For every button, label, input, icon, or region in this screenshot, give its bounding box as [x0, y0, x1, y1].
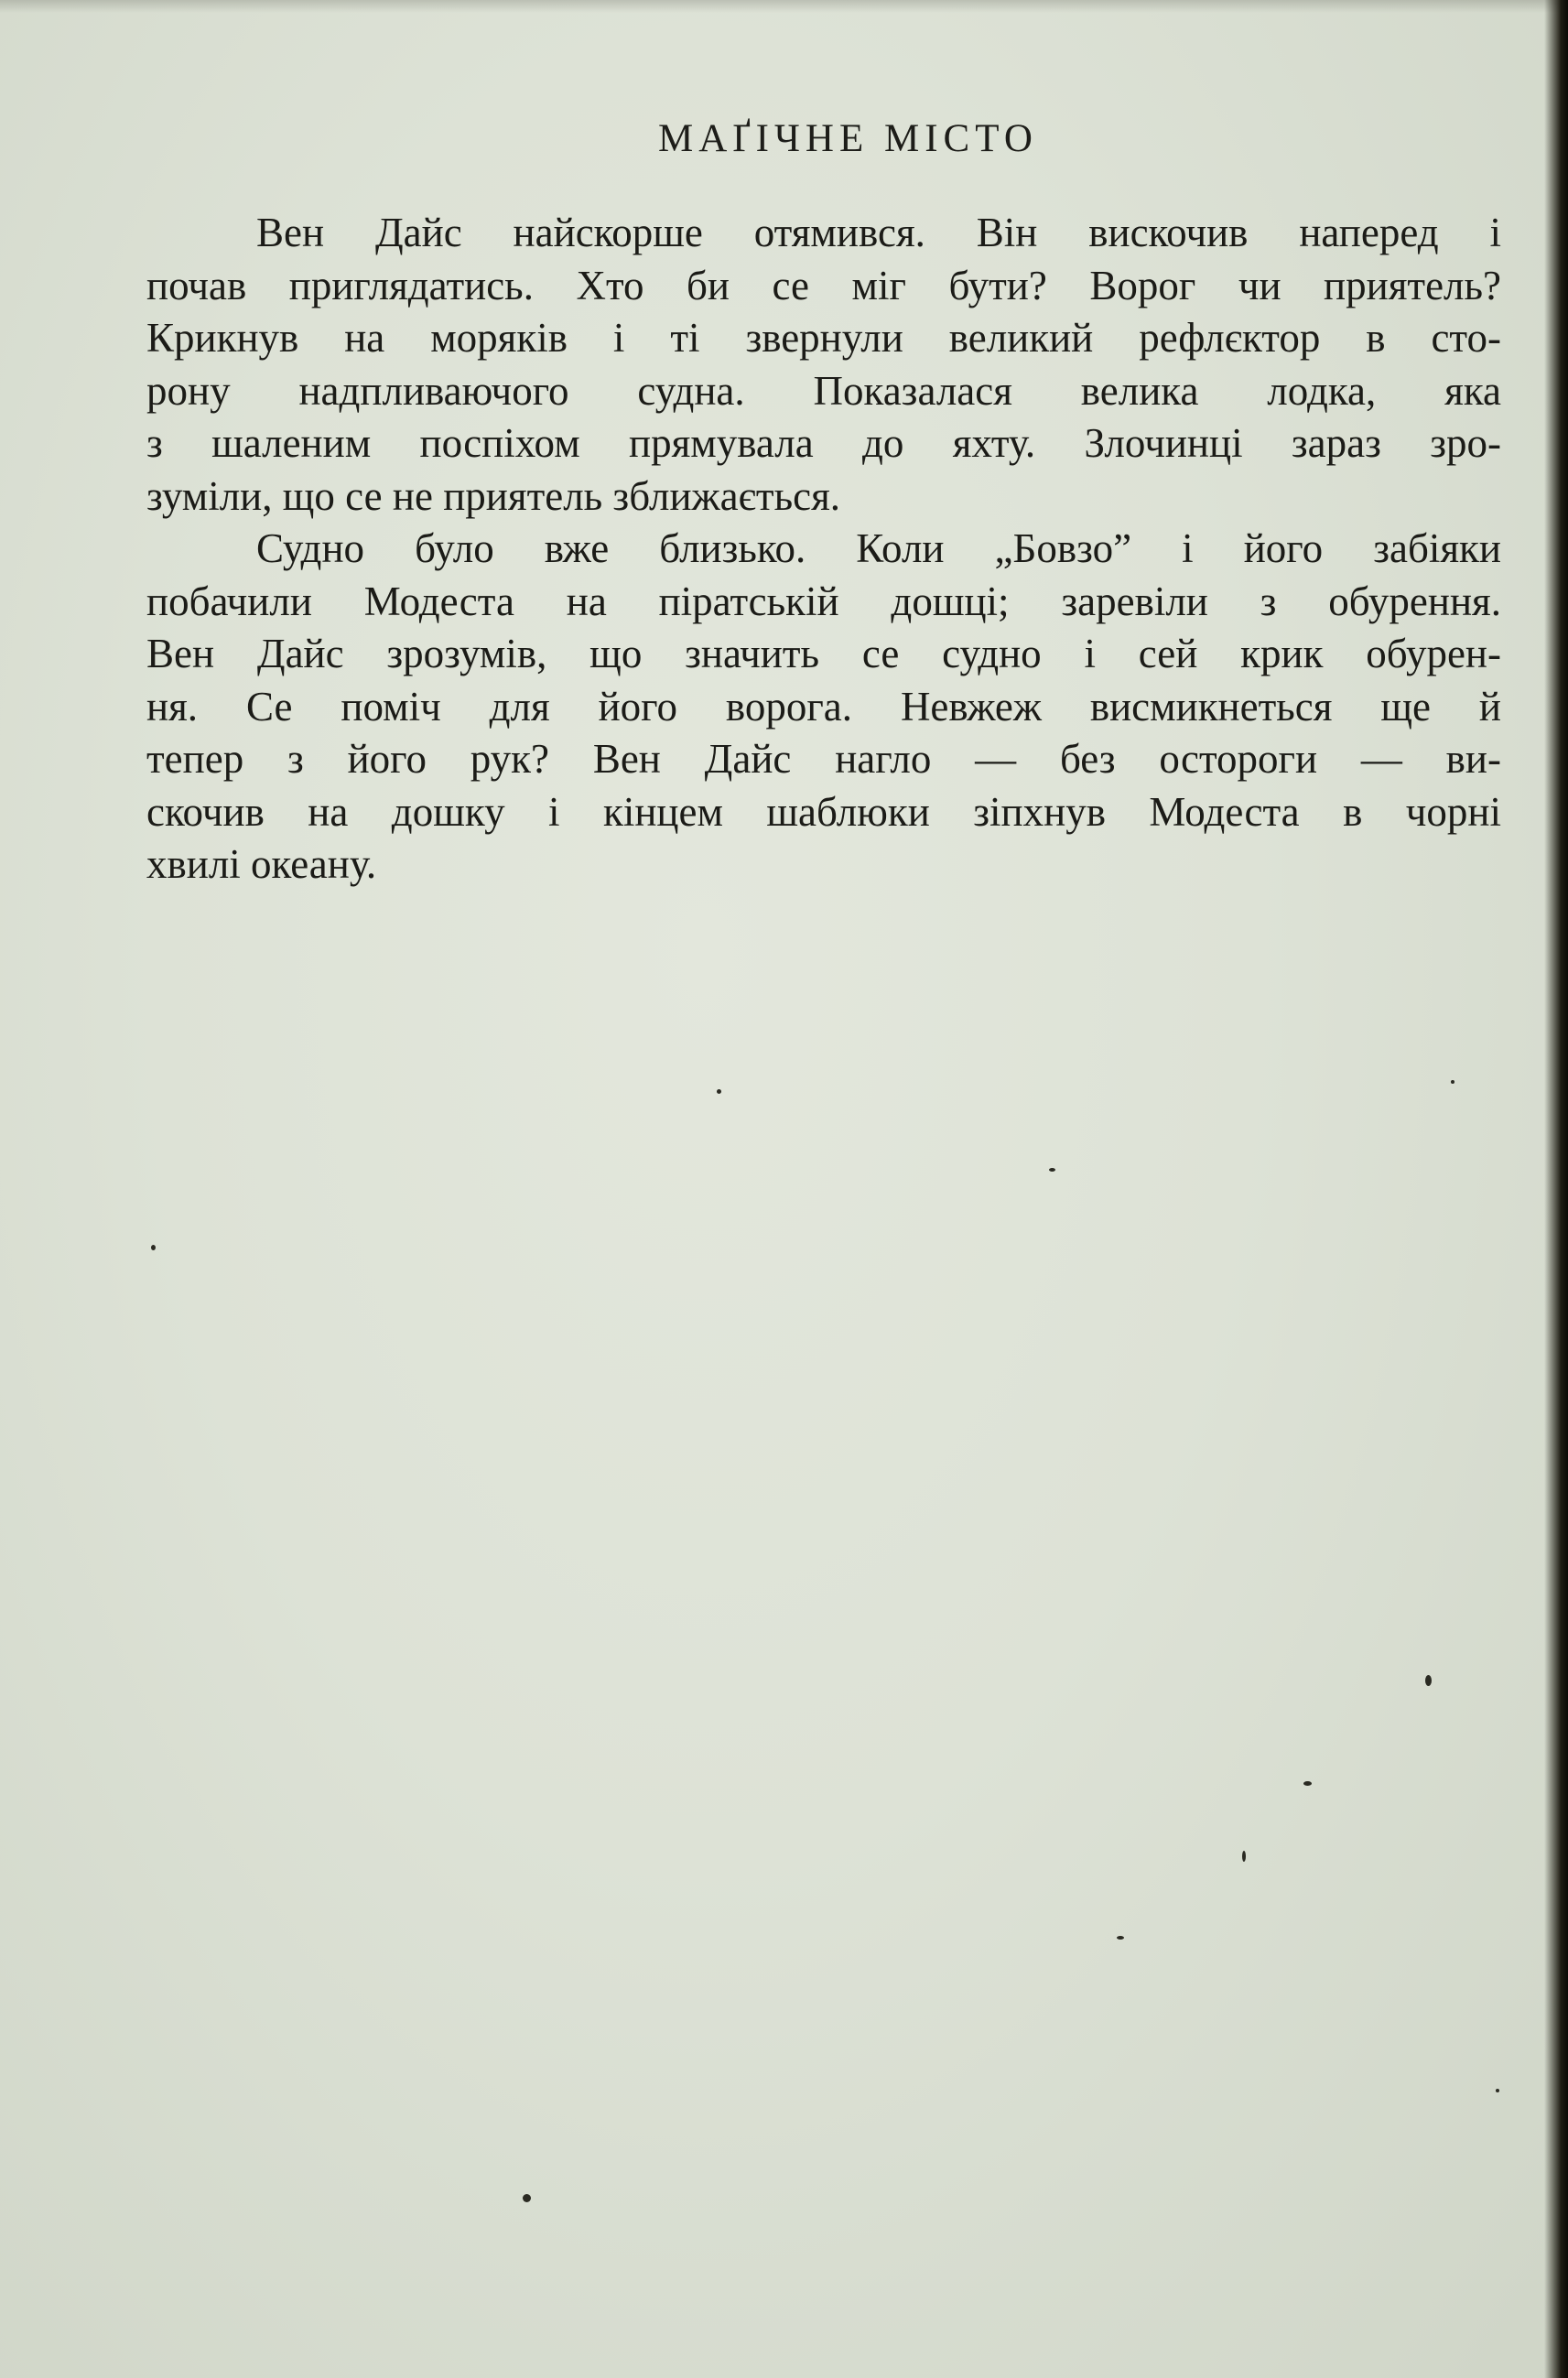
- page-top-edge: [0, 0, 1568, 13]
- body-text: [146, 207, 1501, 892]
- paper-speck: [151, 1245, 156, 1250]
- text-line: скочив на дошку і кінцем шаблюки зіпхнув Модеста в чорні: [146, 788, 1501, 835]
- text-line: почав приглядатись. Хто би се міг бути? Ворог чи приятель?: [146, 262, 1501, 308]
- text-line: хвилі океану.: [146, 841, 377, 887]
- paper-speck: [523, 2194, 531, 2202]
- text-line: з шаленим поспіхом прямувала до яхту. Злочинці зараз зро-: [146, 420, 1501, 466]
- paper-speck: [1425, 1675, 1432, 1686]
- text-line: тепер з його рук? Вен Дайс нагло — без осторoги — ви-: [146, 736, 1501, 782]
- text-line: ня. Се поміч для його ворога. Невжеж висмикнеться ще й: [146, 683, 1501, 730]
- paper-speck: [1451, 1080, 1454, 1084]
- text-line: зуміли, що се не приятель зближається.: [146, 472, 841, 519]
- binding-shadow: [1544, 0, 1568, 2378]
- paragraph-2: [146, 523, 1501, 892]
- paper-speck: [1049, 1168, 1055, 1172]
- paper-speck: [717, 1089, 721, 1094]
- paper-speck: [1303, 1781, 1312, 1786]
- text-line: Судно було вже близько. Коли „Бовзо” і його забіяки: [256, 525, 1501, 571]
- text-line: побачили Модеста на піратській дошці; заревіли з обурення.: [146, 578, 1501, 624]
- paragraph-1: [146, 207, 1501, 523]
- paper-speck: [1117, 1936, 1124, 1940]
- text-line: Вен Дайс найскорше отямився. Він вискочив наперед і: [256, 210, 1501, 255]
- paper-speck: [1242, 1851, 1246, 1862]
- text-line: рону надпливаючого судна. Показалася велика лодка, яка: [146, 367, 1501, 414]
- running-head: МАҐІЧНЕ МІСТО: [658, 117, 1038, 160]
- text-line: Крикнув на моряків і ті звернули великий рефлєктор в сто-: [146, 315, 1501, 361]
- paper-speck: [1496, 2089, 1499, 2092]
- text-line: Вен Дайс зрозумів, що значить се судно і сей крик обурен-: [146, 631, 1501, 676]
